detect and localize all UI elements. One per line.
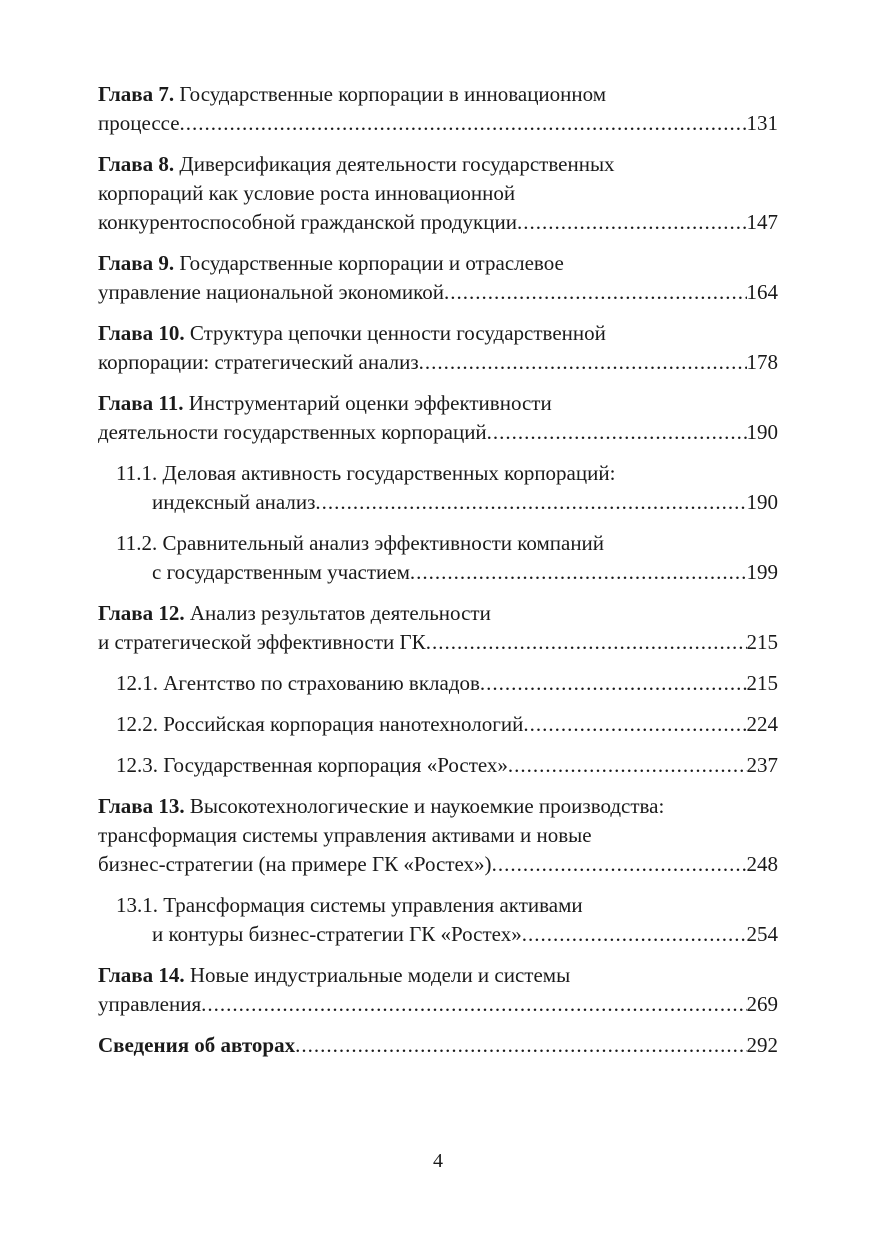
dot-leader: [315, 488, 746, 517]
page-ref: 215: [746, 671, 778, 695]
page-ref: 292: [746, 1033, 778, 1057]
chapter-title: Государственные корпорации в инновационном: [179, 82, 607, 106]
chapter-title: Структура цепочки ценности государственной: [189, 321, 606, 345]
dot-leader: [444, 278, 747, 307]
toc-entry-section-12-2[interactable]: [116, 710, 778, 739]
chapter-title-end: конкурентоспособной гражданской продукции: [98, 210, 517, 234]
dot-leader: [180, 109, 747, 138]
dot-leader: [295, 1031, 746, 1060]
page-ref: 190: [746, 490, 778, 514]
toc-entry-authors[interactable]: [98, 1031, 778, 1060]
chapter-title: Анализ результатов деятельности: [189, 601, 491, 625]
dot-leader: [508, 751, 747, 780]
chapter-title-end: управления: [98, 992, 202, 1016]
dot-leader: [523, 710, 746, 739]
chapter-title: Высокотехнологические и наукоемкие производства:: [189, 794, 665, 818]
section-number: 13.1.: [116, 893, 158, 917]
chapter-label: Глава 8.: [98, 152, 175, 176]
section-title: Трансформация системы управления активами: [163, 893, 583, 917]
page-ref: 131: [746, 111, 778, 135]
chapter-label: Глава 11.: [98, 391, 184, 415]
authors-label: Сведения об авторах: [98, 1033, 296, 1057]
toc-entry-chapter-14[interactable]: [98, 961, 778, 1019]
toc-entry-section-11-2[interactable]: [116, 529, 778, 587]
toc-entry-chapter-10[interactable]: [98, 319, 778, 377]
chapter-label: Глава 12.: [98, 601, 185, 625]
chapter-label: Глава 10.: [98, 321, 185, 345]
page-ref: 254: [746, 922, 778, 946]
page-ref: 224: [746, 712, 778, 736]
table-of-contents: [98, 80, 778, 1072]
toc-entry-chapter-13[interactable]: [98, 792, 778, 879]
dot-leader: [522, 920, 747, 949]
dot-leader: [480, 669, 747, 698]
page-ref: 215: [746, 630, 778, 654]
page-ref: 269: [746, 992, 778, 1016]
chapter-title-end: деятельности государственных корпораций: [98, 420, 487, 444]
section-title: Государственная корпорация «Ростех»: [163, 753, 508, 777]
dot-leader: [487, 418, 747, 447]
toc-entry-section-11-1[interactable]: [116, 459, 778, 517]
dot-leader: [426, 628, 747, 657]
chapter-title-line: трансформация системы управления активами и новые: [98, 823, 592, 847]
chapter-label: Глава 9.: [98, 251, 175, 275]
chapter-title-end: корпорации: стратегический анализ: [98, 350, 419, 374]
chapter-label: Глава 7.: [98, 82, 175, 106]
section-title-end: индексный анализ: [152, 490, 316, 514]
section-number: 12.2.: [116, 712, 158, 736]
chapter-label: Глава 14.: [98, 963, 185, 987]
toc-entry-chapter-8[interactable]: [98, 150, 778, 237]
chapter-title: Государственные корпорации и отраслевое: [179, 251, 564, 275]
chapter-title-end: управление национальной экономикой: [98, 280, 444, 304]
section-number: 12.1.: [116, 671, 158, 695]
page-ref: 190: [746, 420, 778, 444]
section-title: Агентство по страхованию вкладов: [163, 671, 480, 695]
chapter-title-line: корпораций как условие роста инновационной: [98, 181, 516, 205]
section-title-end: и контуры бизнес-стратегии ГК «Ростех»: [152, 922, 522, 946]
toc-entry-section-12-1[interactable]: [116, 669, 778, 698]
section-title: Сравнительный анализ эффективности компаний: [162, 531, 605, 555]
page-ref: 199: [746, 560, 778, 584]
toc-entry-section-12-3[interactable]: [116, 751, 778, 780]
section-number: 11.2.: [116, 531, 158, 555]
page-ref: 248: [746, 852, 778, 876]
toc-entry-chapter-11[interactable]: [98, 389, 778, 447]
toc-entry-chapter-7[interactable]: [98, 80, 778, 138]
chapter-title: Инструментарий оценки эффективности: [188, 391, 552, 415]
dot-leader: [419, 348, 747, 377]
section-number: 12.3.: [116, 753, 158, 777]
dot-leader: [201, 990, 746, 1019]
chapter-title-end: бизнес-стратегии (на примере ГК «Ростех»): [98, 852, 492, 876]
toc-entry-chapter-9[interactable]: [98, 249, 778, 307]
toc-entry-chapter-12[interactable]: [98, 599, 778, 657]
chapter-title: Диверсификация деятельности государственных: [179, 152, 615, 176]
page-ref: 147: [746, 210, 778, 234]
page-ref: 237: [746, 753, 778, 777]
section-title: Российская корпорация нанотехнологий: [163, 712, 524, 736]
chapter-label: Глава 13.: [98, 794, 185, 818]
page-number: 4: [433, 1150, 443, 1172]
dot-leader: [410, 558, 747, 587]
chapter-title: Новые индустриальные модели и системы: [189, 963, 571, 987]
section-title: Деловая активность государственных корпораций:: [162, 461, 616, 485]
section-title-end: с государственным участием: [152, 560, 410, 584]
dot-leader: [492, 850, 747, 879]
page-ref: 164: [746, 280, 778, 304]
page-ref: 178: [746, 350, 778, 374]
chapter-title-end: процессе: [98, 111, 180, 135]
chapter-title-end: и стратегической эффективности ГК: [98, 630, 426, 654]
section-number: 11.1.: [116, 461, 158, 485]
toc-entry-section-13-1[interactable]: [116, 891, 778, 949]
dot-leader: [517, 208, 747, 237]
